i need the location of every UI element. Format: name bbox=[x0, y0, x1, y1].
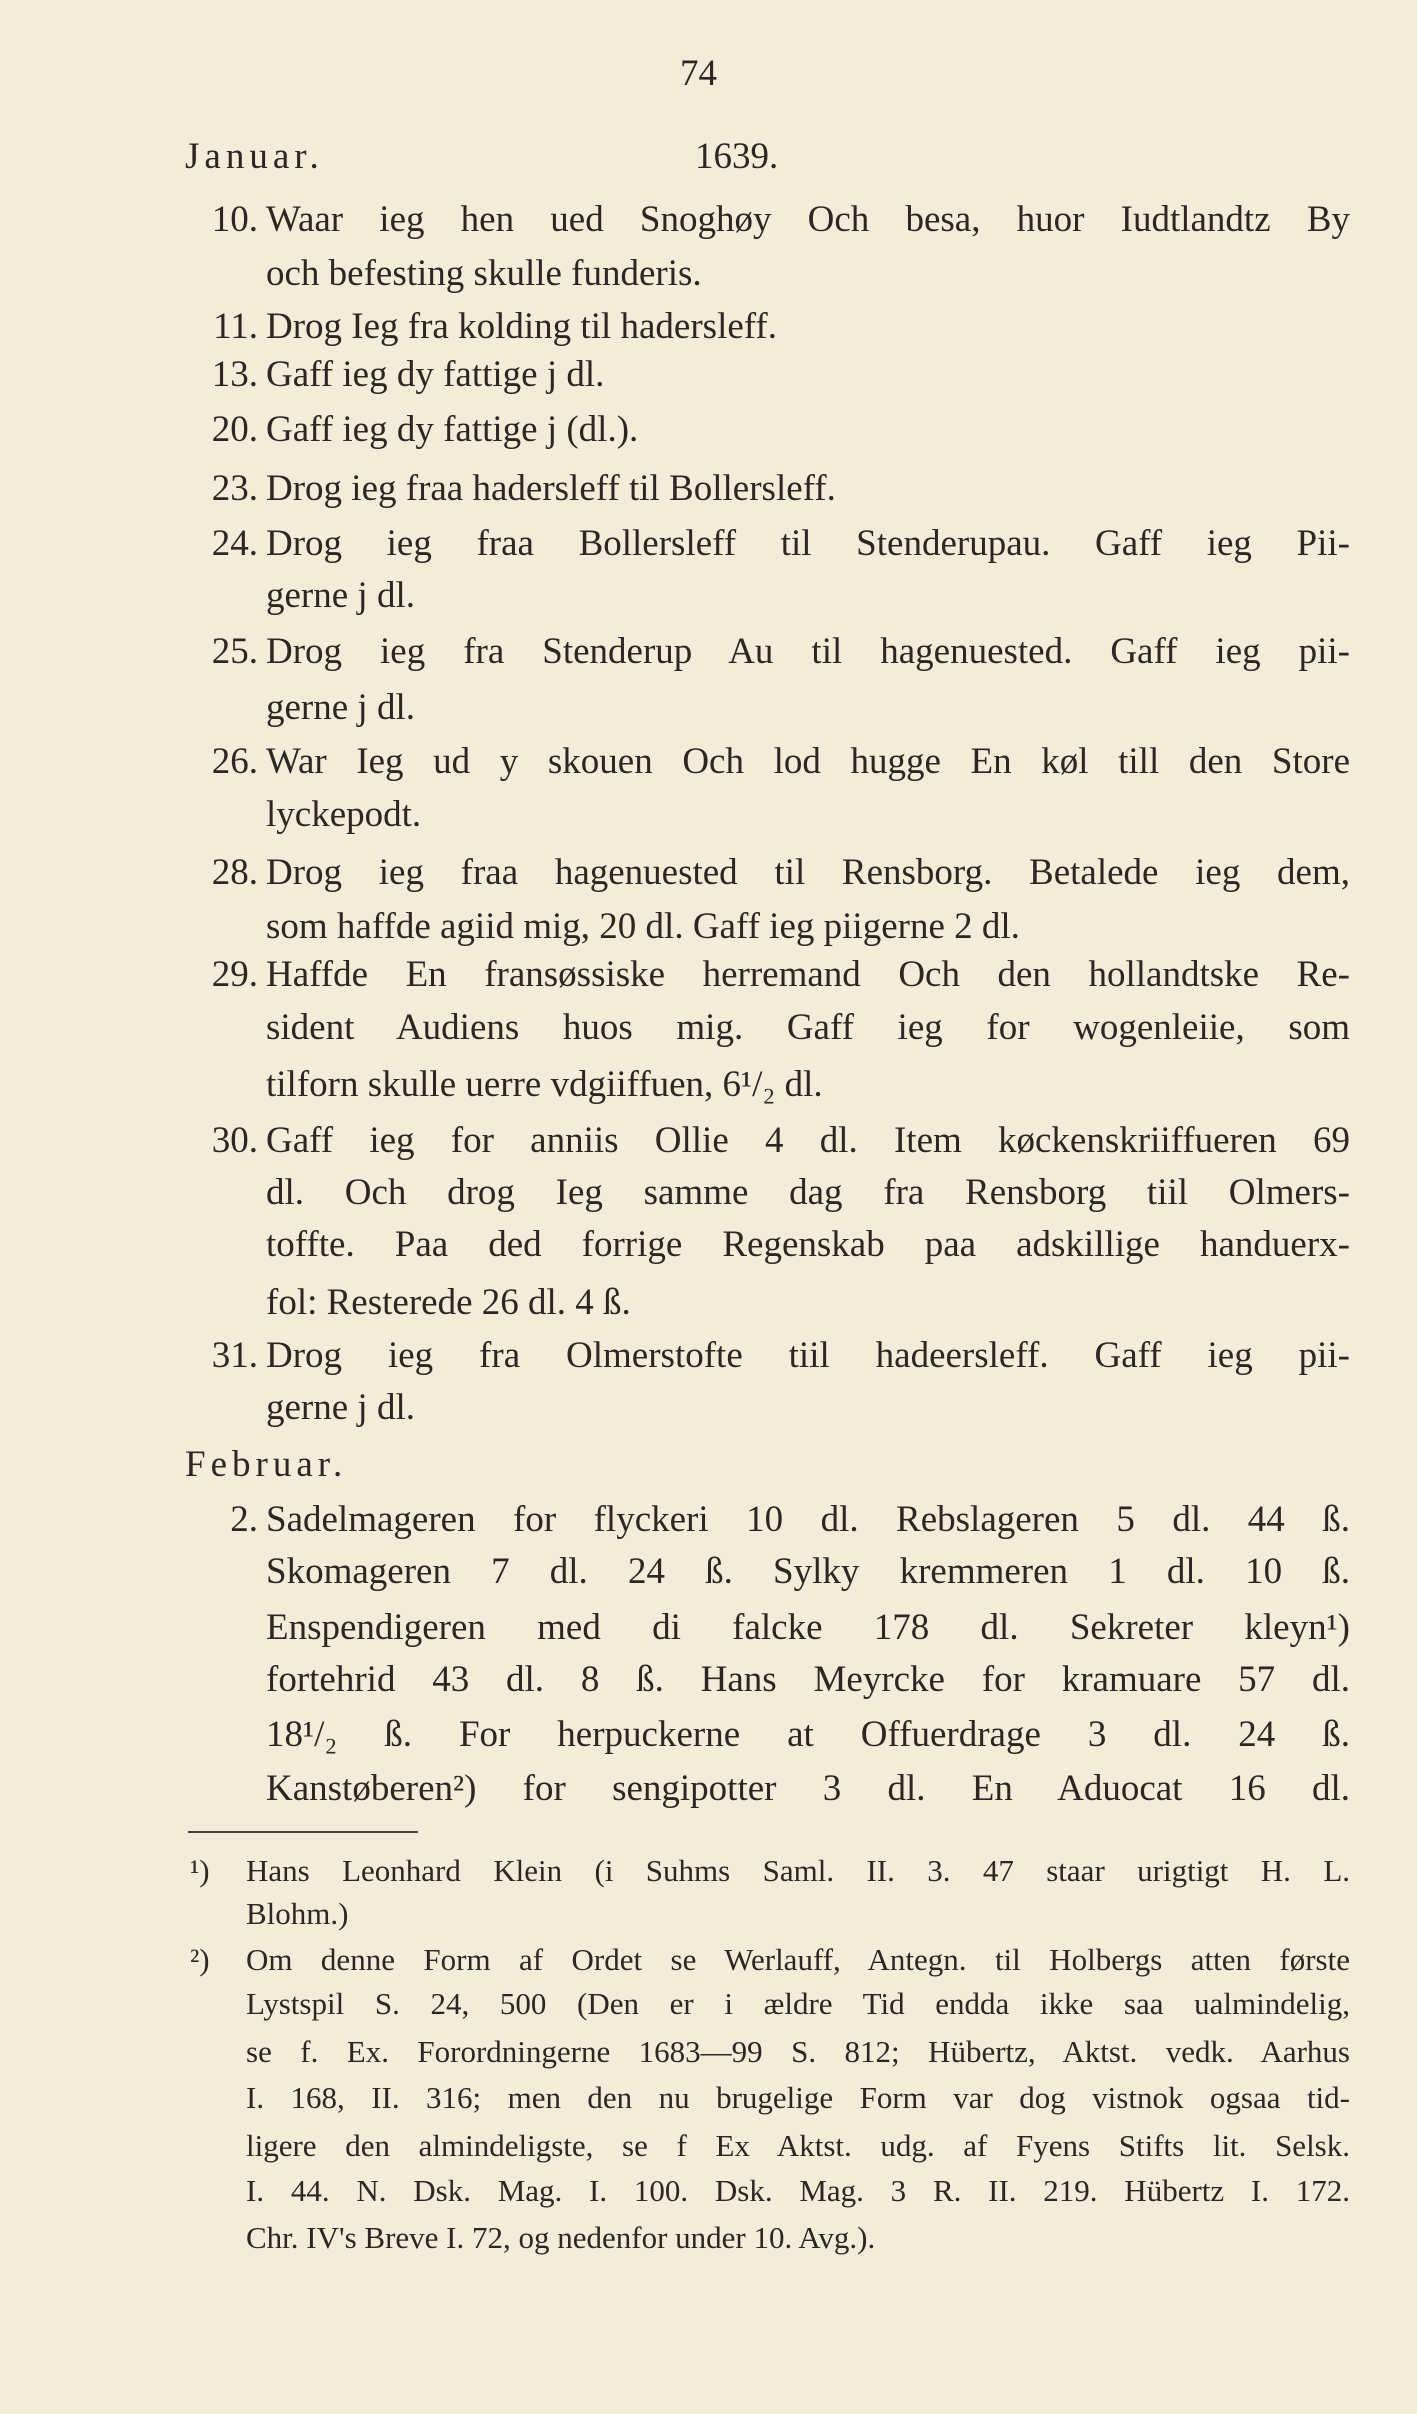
year-heading: 1639. bbox=[695, 136, 779, 177]
footnote-line: Chr. IV's Breve I. 72, og nedenfor under 10. Avg.). bbox=[246, 2220, 876, 2255]
month-heading-februar: Februar. bbox=[185, 1444, 348, 1485]
entry-line: 18¹/₂ ß. For herpuckerne at Offuerdrage 3 dl. 24 ß. bbox=[266, 1714, 1350, 1755]
entry-line: gerne j dl. bbox=[266, 1387, 415, 1428]
entry-day: 24. bbox=[211, 523, 258, 564]
entry-line: Gaff ieg dy fattige j dl. bbox=[266, 354, 605, 395]
entry-line: Sadelmageren for flyckeri 10 dl. Rebslageren 5 dl. 44 ß. bbox=[266, 1499, 1350, 1540]
entry-day: 13. bbox=[211, 354, 258, 395]
entry-day: 28. bbox=[211, 852, 258, 893]
entry-line: Drog Ieg fra kolding til hadersleff. bbox=[266, 306, 777, 347]
entry-line: tilforn skulle uerre vdgiiffuen, 6¹/₂ dl. bbox=[266, 1064, 823, 1105]
entry-line: Waar ieg hen ued Snoghøy Och besa, huor Iudtlandtz By bbox=[266, 199, 1350, 240]
entry-line: dl. Och drog Ieg samme dag fra Rensborg tiil Olmers- bbox=[266, 1172, 1350, 1213]
entry-day: 29. bbox=[211, 954, 258, 995]
entry-line: Drog ieg fra Olmerstofte tiil hadeersleff. Gaff ieg pii- bbox=[266, 1335, 1350, 1376]
entry-day: 26. bbox=[211, 741, 258, 782]
footnote-line: ligere den almindeligste, se f Ex Aktst. udg. af Fyens Stifts lit. Selsk. bbox=[246, 2128, 1350, 2163]
entry-line: Enspendigeren med di falcke 178 dl. Sekreter kleyn¹) bbox=[266, 1607, 1350, 1648]
entry-line: fortehrid 43 dl. 8 ß. Hans Meyrcke for kramuare 57 dl. bbox=[266, 1659, 1350, 1700]
footnote-line: Lystspil S. 24, 500 (Den er i ældre Tid endda ikke saa ualmindelig, bbox=[246, 1986, 1350, 2021]
footnote-line: Blohm.) bbox=[246, 1896, 349, 1931]
entry-line: toffte. Paa ded forrige Regenskab paa adskillige handuerx- bbox=[266, 1224, 1350, 1265]
entry-line: Kanstøberen²) for sengipotter 3 dl. En Aduocat 16 dl. bbox=[266, 1768, 1350, 1809]
entry-day: 30. bbox=[211, 1120, 258, 1161]
entry-line: Drog ieg fra Stenderup Au til hagenuested. Gaff ieg pii- bbox=[266, 631, 1350, 672]
page-number: 74 bbox=[680, 53, 717, 94]
entry-line: Drog ieg fraa hadersleff til Bollersleff. bbox=[266, 468, 836, 509]
footnote-marker: ²) bbox=[190, 1942, 210, 1977]
entry-day: 23. bbox=[211, 468, 258, 509]
footnote-marker: ¹) bbox=[190, 1853, 210, 1888]
footnote-divider bbox=[188, 1831, 418, 1833]
entry-day: 31. bbox=[211, 1335, 258, 1376]
entry-day: 2. bbox=[230, 1499, 258, 1540]
entry-line: lyckepodt. bbox=[266, 794, 422, 835]
entry-day: 25. bbox=[211, 631, 258, 672]
footnote-line: I. 44. N. Dsk. Mag. I. 100. Dsk. Mag. 3 R. II. 219. Hübertz I. 172. bbox=[246, 2173, 1350, 2208]
entry-line: och befesting skulle funderis. bbox=[266, 253, 702, 294]
entry-line: gerne j dl. bbox=[266, 687, 415, 728]
entry-day: 20. bbox=[211, 409, 258, 450]
entry-line: Drog ieg fraa hagenuested til Rensborg. Betalede ieg dem, bbox=[266, 852, 1350, 893]
entry-line: Gaff ieg for anniis Ollie 4 dl. Item køckenskriiffueren 69 bbox=[266, 1120, 1350, 1161]
entry-line: Skomageren 7 dl. 24 ß. Sylky kremmeren 1 dl. 10 ß. bbox=[266, 1551, 1350, 1592]
entry-line: Drog ieg fraa Bollersleff til Stenderupau. Gaff ieg Pii- bbox=[266, 523, 1350, 564]
entry-day: 11. bbox=[213, 306, 258, 347]
footnote-line: I. 168, II. 316; men den nu brugelige Form var dog vistnok ogsaa tid- bbox=[246, 2080, 1350, 2115]
entry-line: Gaff ieg dy fattige j (dl.). bbox=[266, 409, 639, 450]
footnote-line: Om denne Form af Ordet se Werlauff, Antegn. til Holbergs atten første bbox=[246, 1942, 1350, 1977]
entry-line: fol: Resterede 26 dl. 4 ß. bbox=[266, 1282, 631, 1323]
entry-line: Haffde En fransøssiske herremand Och den hollandtske Re- bbox=[266, 954, 1350, 995]
entry-day: 10. bbox=[211, 199, 258, 240]
footnote-line: Hans Leonhard Klein (i Suhms Saml. II. 3. 47 staar urigtigt H. L. bbox=[246, 1853, 1350, 1888]
footnote-line: se f. Ex. Forordningerne 1683—99 S. 812; Hübertz, Aktst. vedk. Aarhus bbox=[246, 2034, 1350, 2069]
entry-line: som haffde agiid mig, 20 dl. Gaff ieg piigerne 2 dl. bbox=[266, 906, 1020, 947]
entry-line: sident Audiens huos mig. Gaff ieg for wogenleiie, som bbox=[266, 1007, 1350, 1048]
entry-line: War Ieg ud y skouen Och lod hugge En køl till den Store bbox=[266, 741, 1350, 782]
month-heading-januar: Januar. bbox=[185, 136, 324, 177]
entry-line: gerne j dl. bbox=[266, 575, 415, 616]
